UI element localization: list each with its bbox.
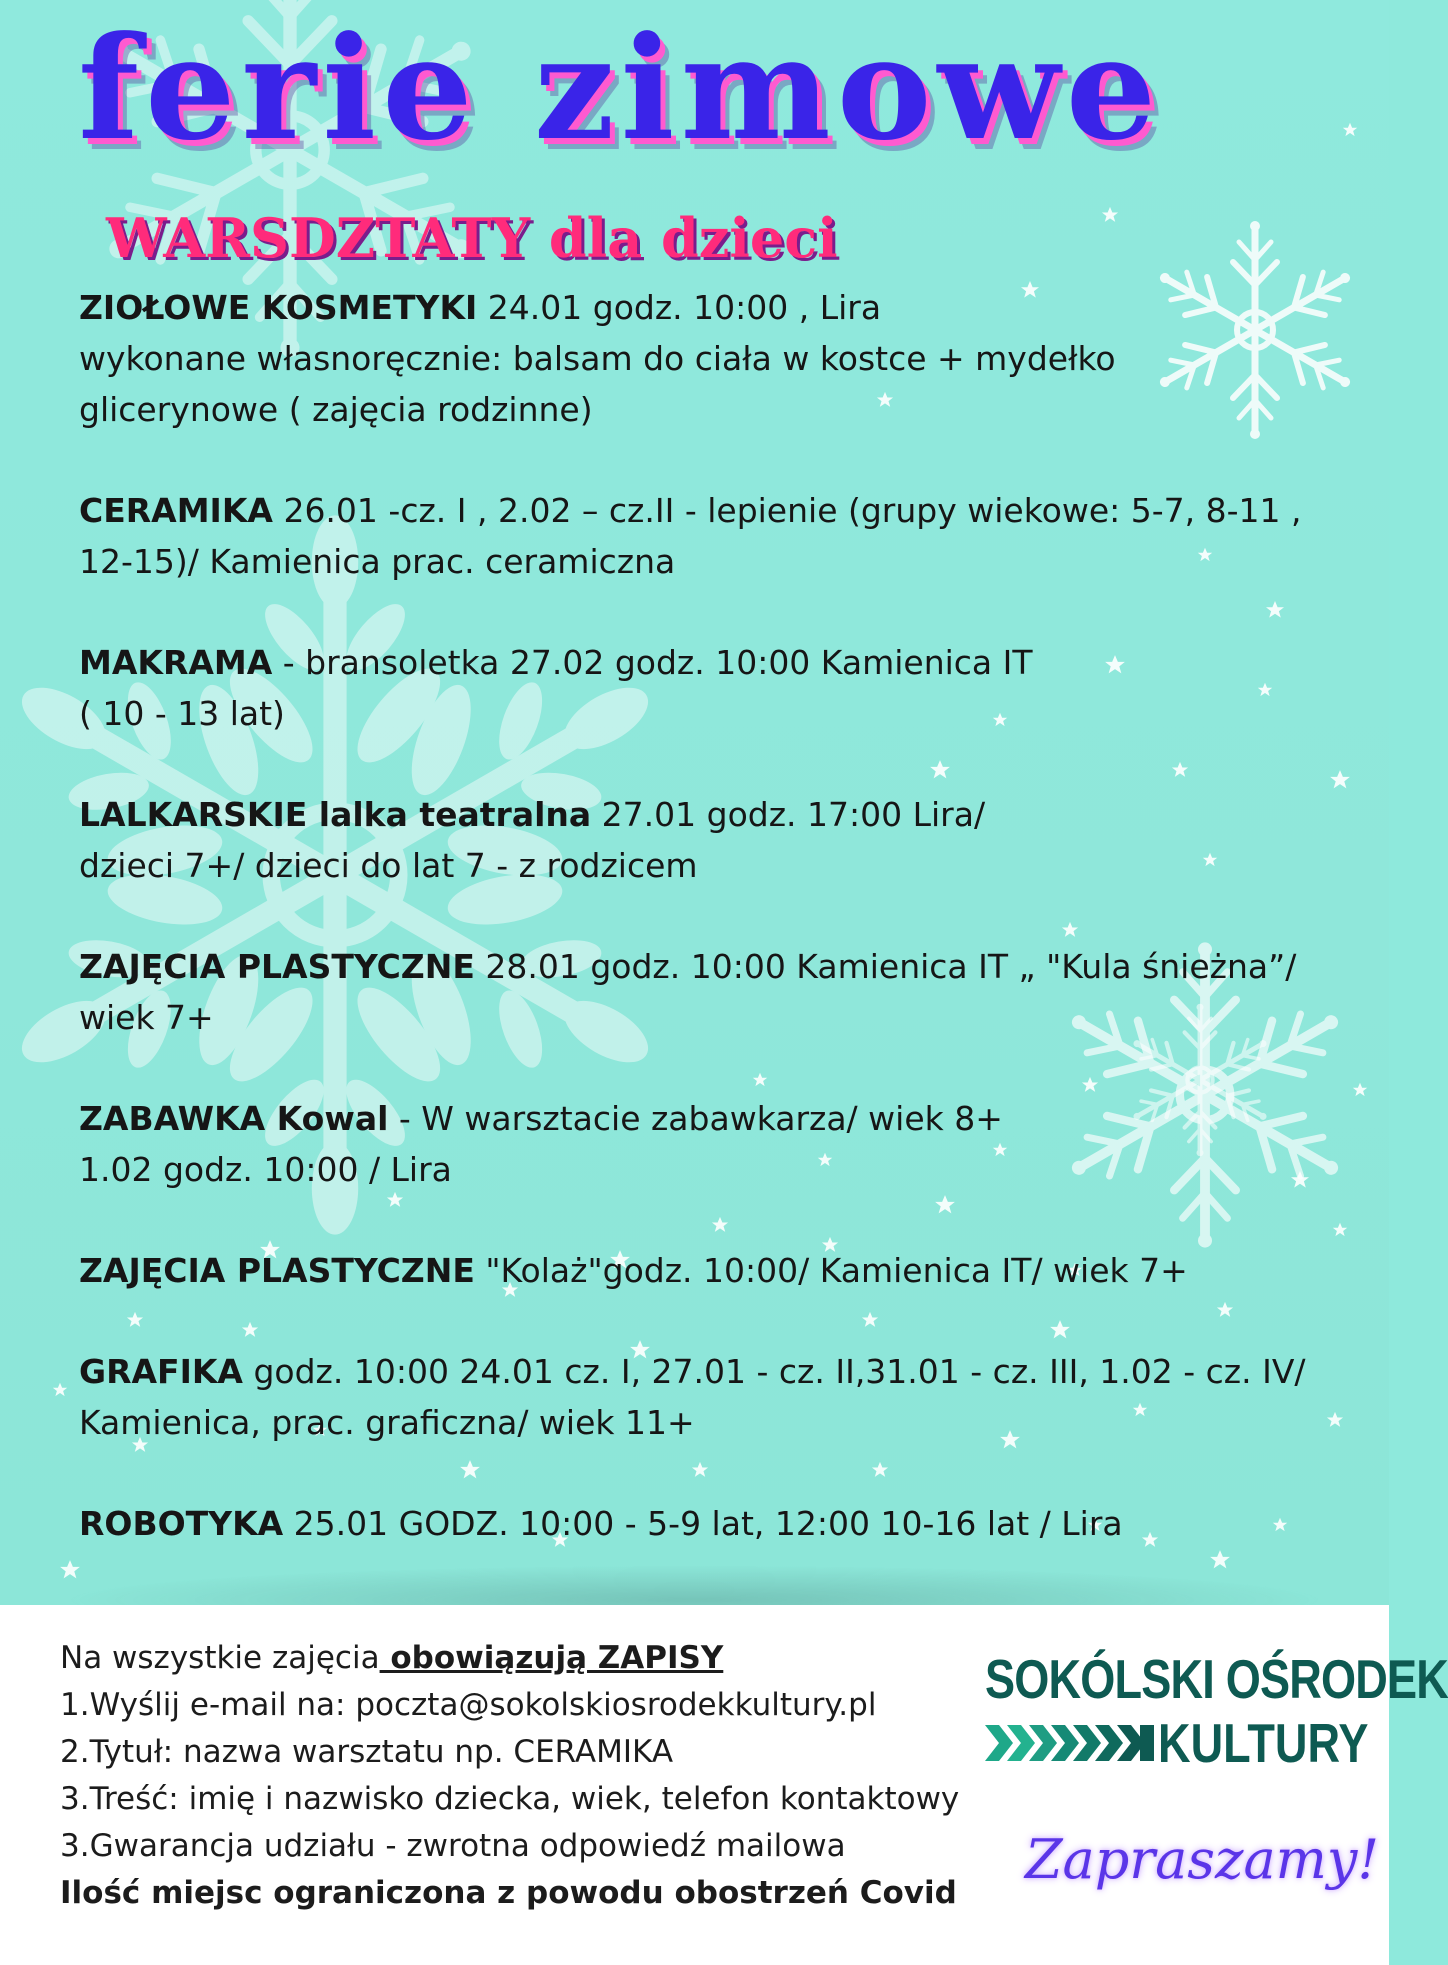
workshop-details: "Kolaż"godz. 10:00/ Kamienica IT/ wiek 7+ bbox=[474, 1251, 1188, 1290]
workshop-line bbox=[79, 789, 1369, 840]
registration-required-label: obowiązują ZAPISY bbox=[379, 1640, 724, 1676]
workshop-details: 26.01 -cz. I , 2.02 – cz.II - lepienie (grupy wiekowe: 5-7, 8-11 , bbox=[272, 491, 1302, 530]
registration-step-title: 2.Tytuł: nazwa warsztatu np. CERAMIKA bbox=[60, 1734, 674, 1770]
registration-step-confirmation: 3.Gwarancja udziału - zwrotna odpowiedź mailowa bbox=[60, 1828, 846, 1864]
workshop-details: 28.01 godz. 10:00 Kamienica IT „ "Kula śnieżna”/ bbox=[474, 947, 1297, 986]
poster-title: ferie zimowe bbox=[78, 6, 1163, 172]
workshop-details: wiek 7+ bbox=[79, 998, 214, 1037]
logo-text-line1: SOKÓLSKI OŚRODEK bbox=[985, 1648, 1448, 1710]
workshop-line bbox=[79, 1093, 1369, 1144]
logo-text-line2: KULTURY bbox=[1158, 1712, 1369, 1774]
workshop-details: - W warsztacie zabawkarza/ wiek 8+ bbox=[388, 1099, 1003, 1138]
workshop-item bbox=[79, 941, 1369, 1043]
poster-subtitle: WARSDZTATY dla dzieci bbox=[106, 206, 838, 270]
workshop-line bbox=[79, 1346, 1369, 1397]
workshop-name: ZAJĘCIA PLASTYCZNE bbox=[79, 947, 475, 986]
workshop-name: ROBOTYKA bbox=[79, 1504, 284, 1543]
workshop-details: glicerynowe ( zajęcia rodzinne) bbox=[79, 390, 593, 429]
workshop-details: godz. 10:00 24.01 cz. I, 27.01 - cz. II,31.01 - cz. III, 1.02 - cz. IV/ bbox=[242, 1352, 1306, 1391]
organization-logo bbox=[985, 1648, 1448, 1774]
workshop-line bbox=[79, 637, 1369, 688]
registration-step-email: 1.Wyślij e-mail na: poczta@sokolskiosrodekkultury.pl bbox=[60, 1687, 877, 1723]
workshop-item bbox=[79, 1498, 1369, 1549]
workshop-details: Kamienica, prac. graficzna/ wiek 11+ bbox=[79, 1403, 695, 1442]
workshop-line bbox=[79, 485, 1369, 536]
workshop-details: - bransoletka 27.02 godz. 10:00 Kamienica IT bbox=[272, 643, 1033, 682]
workshop-details: wykonane własnoręcznie: balsam do ciała w kostce + mydełko bbox=[79, 339, 1116, 378]
registration-intro-text: Na wszystkie zajęcia bbox=[60, 1640, 380, 1676]
closing-invitation: Zapraszamy! bbox=[1025, 1828, 1380, 1891]
registration-intro bbox=[60, 1635, 959, 1682]
workshop-item bbox=[79, 1245, 1369, 1296]
registration-step-content: 3.Treść: imię i nazwisko dziecka, wiek, telefon kontaktowy bbox=[60, 1781, 960, 1817]
workshop-details: 12-15)/ Kamienica prac. ceramiczna bbox=[79, 542, 676, 581]
workshop-item bbox=[79, 1346, 1369, 1448]
workshop-item bbox=[79, 637, 1369, 739]
workshop-line bbox=[79, 1245, 1369, 1296]
registration-limit-note: Ilość miejsc ograniczona z powodu obostrzeń Covid bbox=[60, 1875, 957, 1911]
workshop-item bbox=[79, 485, 1369, 587]
workshop-name: MAKRAMA bbox=[79, 643, 273, 682]
workshop-item bbox=[79, 1093, 1369, 1195]
workshop-name: LALKARSKIE lalka teatralna bbox=[79, 795, 592, 834]
registration-info bbox=[60, 1635, 959, 1917]
workshop-line bbox=[79, 1498, 1369, 1549]
workshop-details: 24.01 godz. 10:00 , Lira bbox=[477, 288, 882, 327]
workshop-details: 27.01 godz. 17:00 Lira/ bbox=[591, 795, 986, 834]
workshop-line bbox=[79, 941, 1369, 992]
workshop-details: dzieci 7+/ dzieci do lat 7 - z rodzicem bbox=[79, 846, 698, 885]
workshop-details: 1.02 godz. 10:00 / Lira bbox=[79, 1150, 452, 1189]
workshop-name: CERAMIKA bbox=[79, 491, 273, 530]
workshop-name: ZAJĘCIA PLASTYCZNE bbox=[79, 1251, 475, 1290]
workshop-name: ZIOŁOWE KOSMETYKI bbox=[79, 288, 478, 327]
workshop-item bbox=[79, 282, 1369, 435]
workshop-line bbox=[79, 282, 1369, 333]
workshop-details: ( 10 - 13 lat) bbox=[79, 694, 285, 733]
logo-row bbox=[985, 1712, 1369, 1774]
workshop-list bbox=[79, 282, 1369, 1599]
workshop-name: ZABAWKA Kowal bbox=[79, 1099, 389, 1138]
registration-panel bbox=[0, 1605, 1448, 1965]
workshop-name: GRAFIKA bbox=[79, 1352, 243, 1391]
chevrons-icon bbox=[985, 1721, 1160, 1765]
workshop-item bbox=[79, 789, 1369, 891]
workshop-details: 25.01 GODZ. 10:00 - 5-9 lat, 12:00 10-16 lat / Lira bbox=[283, 1504, 1123, 1543]
